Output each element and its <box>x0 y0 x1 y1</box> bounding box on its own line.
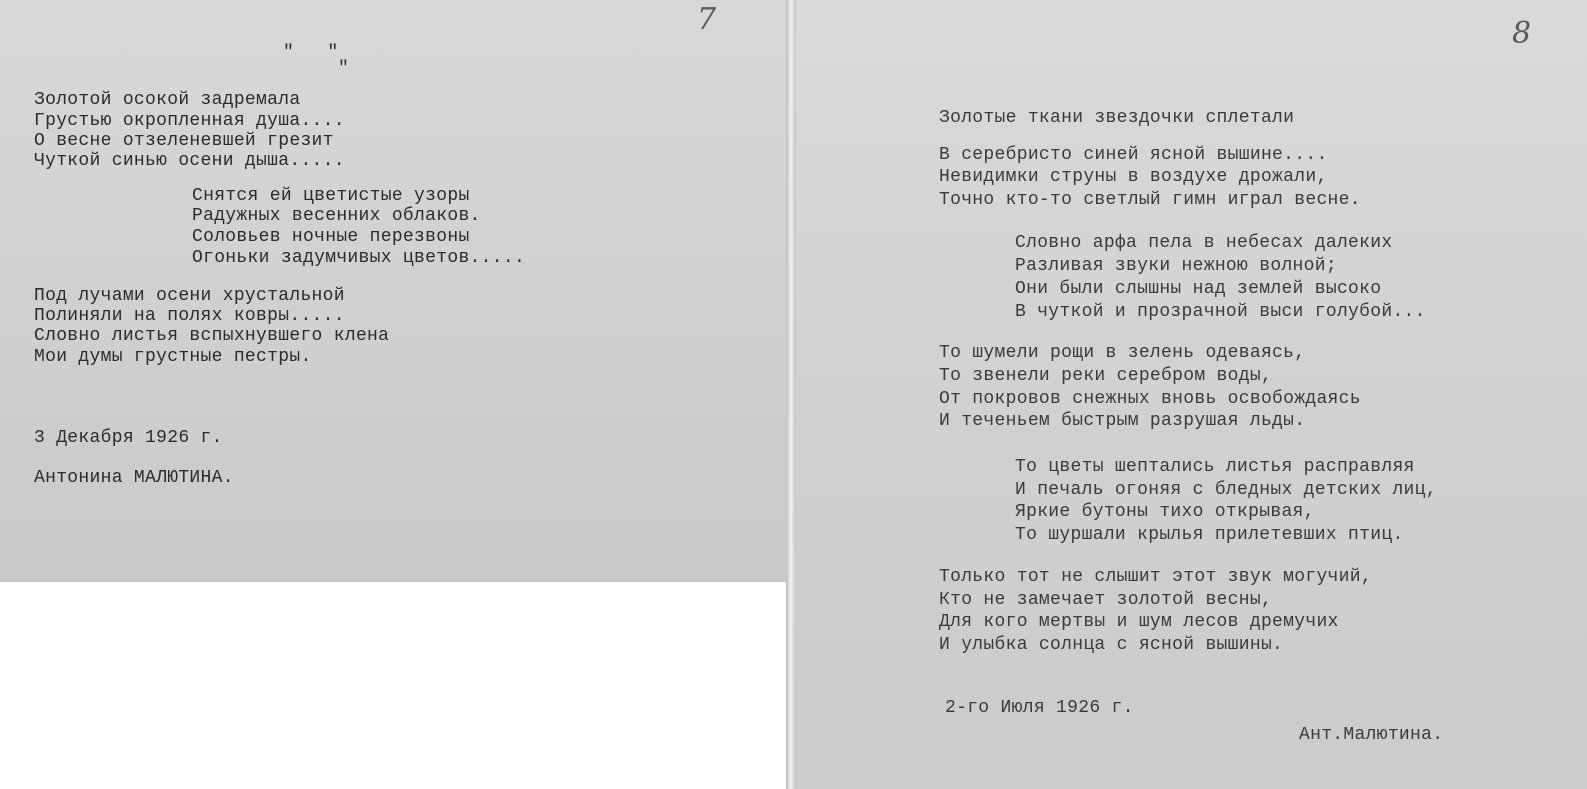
page-number: 7 <box>697 2 717 37</box>
poem-line: То звенели реки серебром воды, <box>939 366 1273 386</box>
poem-line: В серебристо синей ясной вышине.... <box>939 145 1328 165</box>
poem-line: Словно арфа пела в небесах далеких <box>1015 233 1393 253</box>
poem-line: Кто не замечает золотой весны, <box>939 590 1273 610</box>
page-seam <box>786 0 796 789</box>
title-marks: " " <box>283 43 339 63</box>
poem-line: Словно листья вспыхнувшего клена <box>34 326 390 346</box>
poem-line: От покровов снежных вновь освобождаясь <box>939 389 1361 409</box>
poem-line: Точно кто-то светлый гимн играл весне. <box>939 190 1361 210</box>
poem-line: Невидимки струны в воздухе дрожали, <box>939 167 1328 187</box>
poem-line: Снятся ей цветистые узоры <box>192 186 470 206</box>
poem-line: Полиняли на полях ковры..... <box>34 306 345 326</box>
title-mark-mid: " <box>338 59 350 79</box>
poem-signature: Антонина МАЛЮТИНА. <box>34 468 234 488</box>
poem-line: В чуткой и прозрачной выси голубой... <box>1015 302 1426 322</box>
poem-line: Золотой осокой задремала <box>34 90 301 110</box>
poem-line: Мои думы грустные пестры. <box>34 347 312 367</box>
poem-line: Только тот не слышит этот звук могучий, <box>939 567 1372 587</box>
poem-line: И печаль огоняя с бледных детских лиц, <box>1015 480 1437 500</box>
poem-line: То цветы шептались листья расправляя <box>1015 457 1415 477</box>
poem-line: Соловьев ночные перезвоны <box>192 227 470 247</box>
poem-line: Грустью окропленная душа.... <box>34 111 345 131</box>
poem-date: 3 Декабря 1926 г. <box>34 428 223 448</box>
poem-line: И теченьем быстрым разрушая льды. <box>939 411 1306 431</box>
poem-line: Для кого мертвы и шум лесов дремучих <box>939 612 1339 632</box>
poem-line: Золотые ткани звездочки сплетали <box>939 108 1295 128</box>
poem-line: И улыбка солнца с ясной вышины. <box>939 635 1284 655</box>
poem-line: Чуткой синью осени дыша..... <box>34 151 345 171</box>
poem-signature: Ант.Малютина. <box>1299 725 1444 745</box>
poem-line: Огоньки задумчивых цветов..... <box>192 248 526 268</box>
poem-line: Яркие бутоны тихо открывая, <box>1015 502 1315 522</box>
poem-line: Они были слышны над землей высоко <box>1015 279 1382 299</box>
poem-line: То шумели рощи в зелень одеваясь, <box>939 343 1306 363</box>
page-number: 8 <box>1512 16 1532 51</box>
poem-date: 2-го Июля 1926 г. <box>945 698 1134 718</box>
poem-line: О весне отзеленевшей грезит <box>34 131 334 151</box>
poem-line: То шуршали крылья прилетевших птиц. <box>1015 525 1404 545</box>
poem-line: Под лучами осени хрустальной <box>34 286 345 306</box>
poem-line: Разливая звуки нежною волной; <box>1015 256 1337 276</box>
poem-line: Радужных весенних облаков. <box>192 206 481 226</box>
